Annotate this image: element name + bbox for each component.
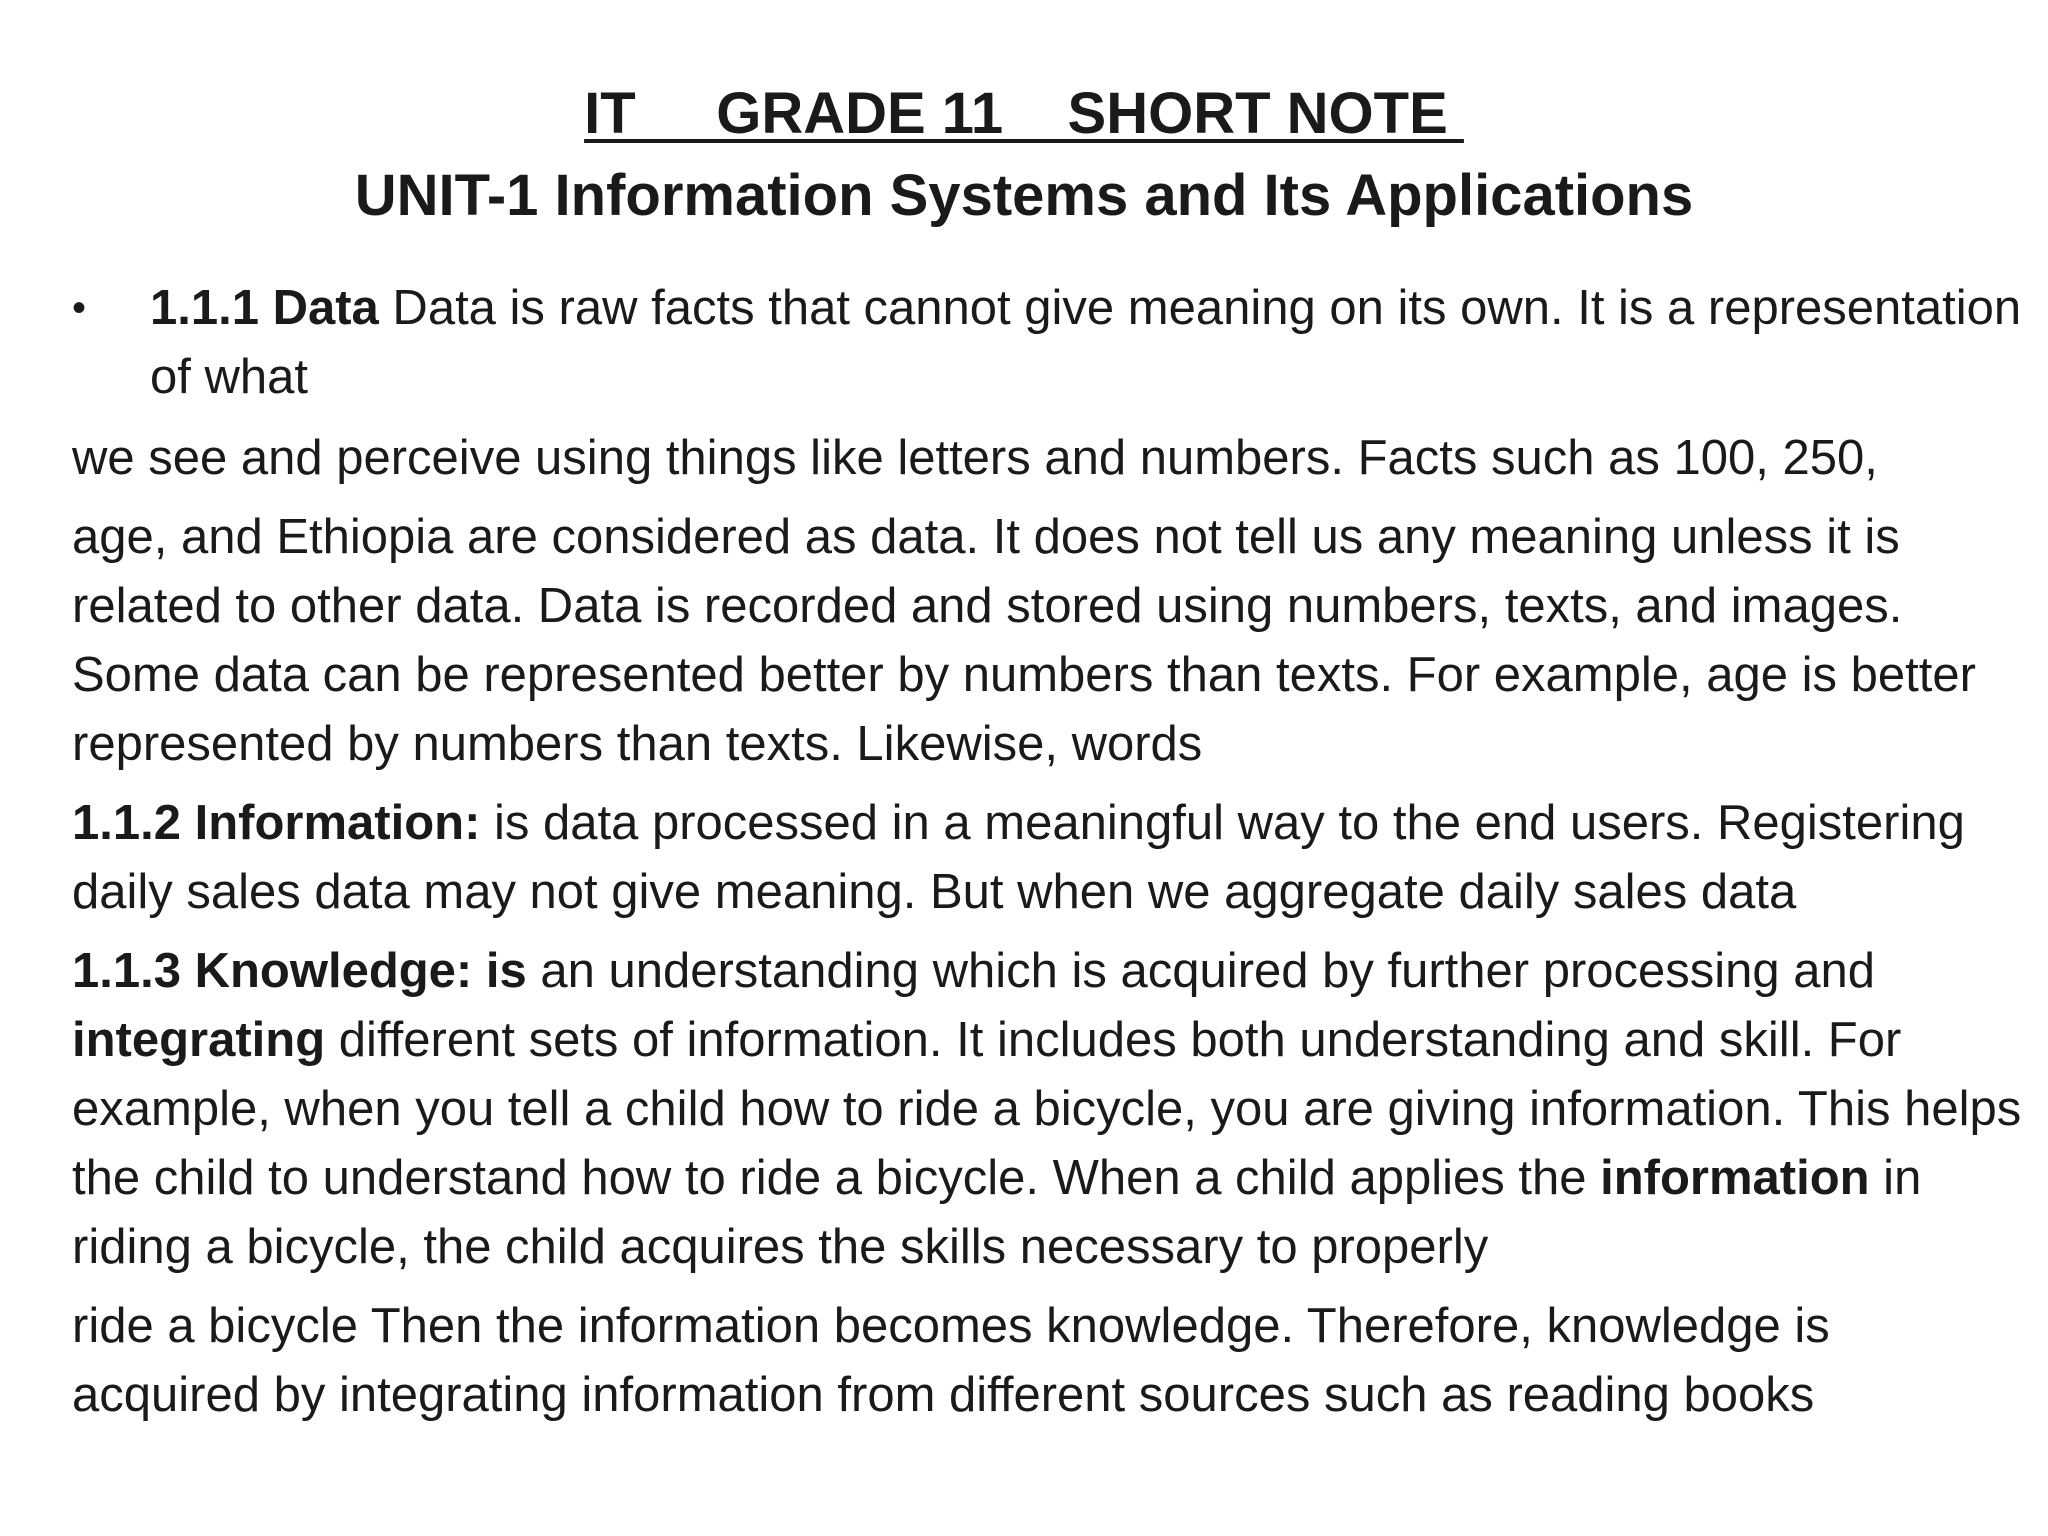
- information-heading: 1.1.2 Information:: [72, 796, 481, 850]
- information-section: [72, 789, 2022, 927]
- knowledge-text-2: different sets of information. It includes both understanding and skill. For example, when you tell a child how to ride a bicycle, you are giving information. This helps the child to understand how to ride a bicycle. When a child applies the: [72, 1013, 2022, 1205]
- knowledge-bold-2: information: [1600, 1151, 1870, 1205]
- knowledge-section: [72, 937, 2022, 1282]
- knowledge-text-3: in riding a bicycle, the child acquires the skills necessary to properly: [72, 1151, 1922, 1274]
- bullet-icon: •: [72, 286, 87, 330]
- knowledge-continuation: ride a bicycle Then the information becomes knowledge. Therefore, knowledge is acquired by integrating information from different sources such as reading books: [72, 1299, 1830, 1422]
- document-body: [72, 274, 2022, 1440]
- knowledge-text-1: an understanding which is acquired by further processing and: [526, 944, 1876, 998]
- data-continuation-2: age, and Ethiopia are considered as data. It does not tell us any meaning unless it is related to other data. Data is recorded and stored using numbers, texts, and images. Some data can be represented better by numbers than texts. For example, age is better represented by numbers than texts. Likewise, words: [72, 510, 1976, 771]
- data-text: Data is raw facts that cannot give meaning on its own. It is a representation of what: [150, 281, 2022, 404]
- data-continuation-1: we see and perceive using things like letters and numbers. Facts such as 100, 250,: [72, 431, 1878, 485]
- knowledge-bold-1: integrating: [72, 1013, 326, 1067]
- data-section: [72, 274, 2022, 412]
- document-title: IT GRADE 11 SHORT NOTE: [584, 81, 1464, 146]
- information-text: is data processed in a meaningful way to the end users. Registering daily sales data may not give meaning. But when we aggregate daily sales data: [72, 796, 1965, 919]
- unit-title: UNIT-1 Information Systems and Its Applications: [354, 163, 1694, 228]
- knowledge-heading: 1.1.3 Knowledge: is: [72, 944, 527, 998]
- data-heading: 1.1.1 Data: [150, 281, 379, 335]
